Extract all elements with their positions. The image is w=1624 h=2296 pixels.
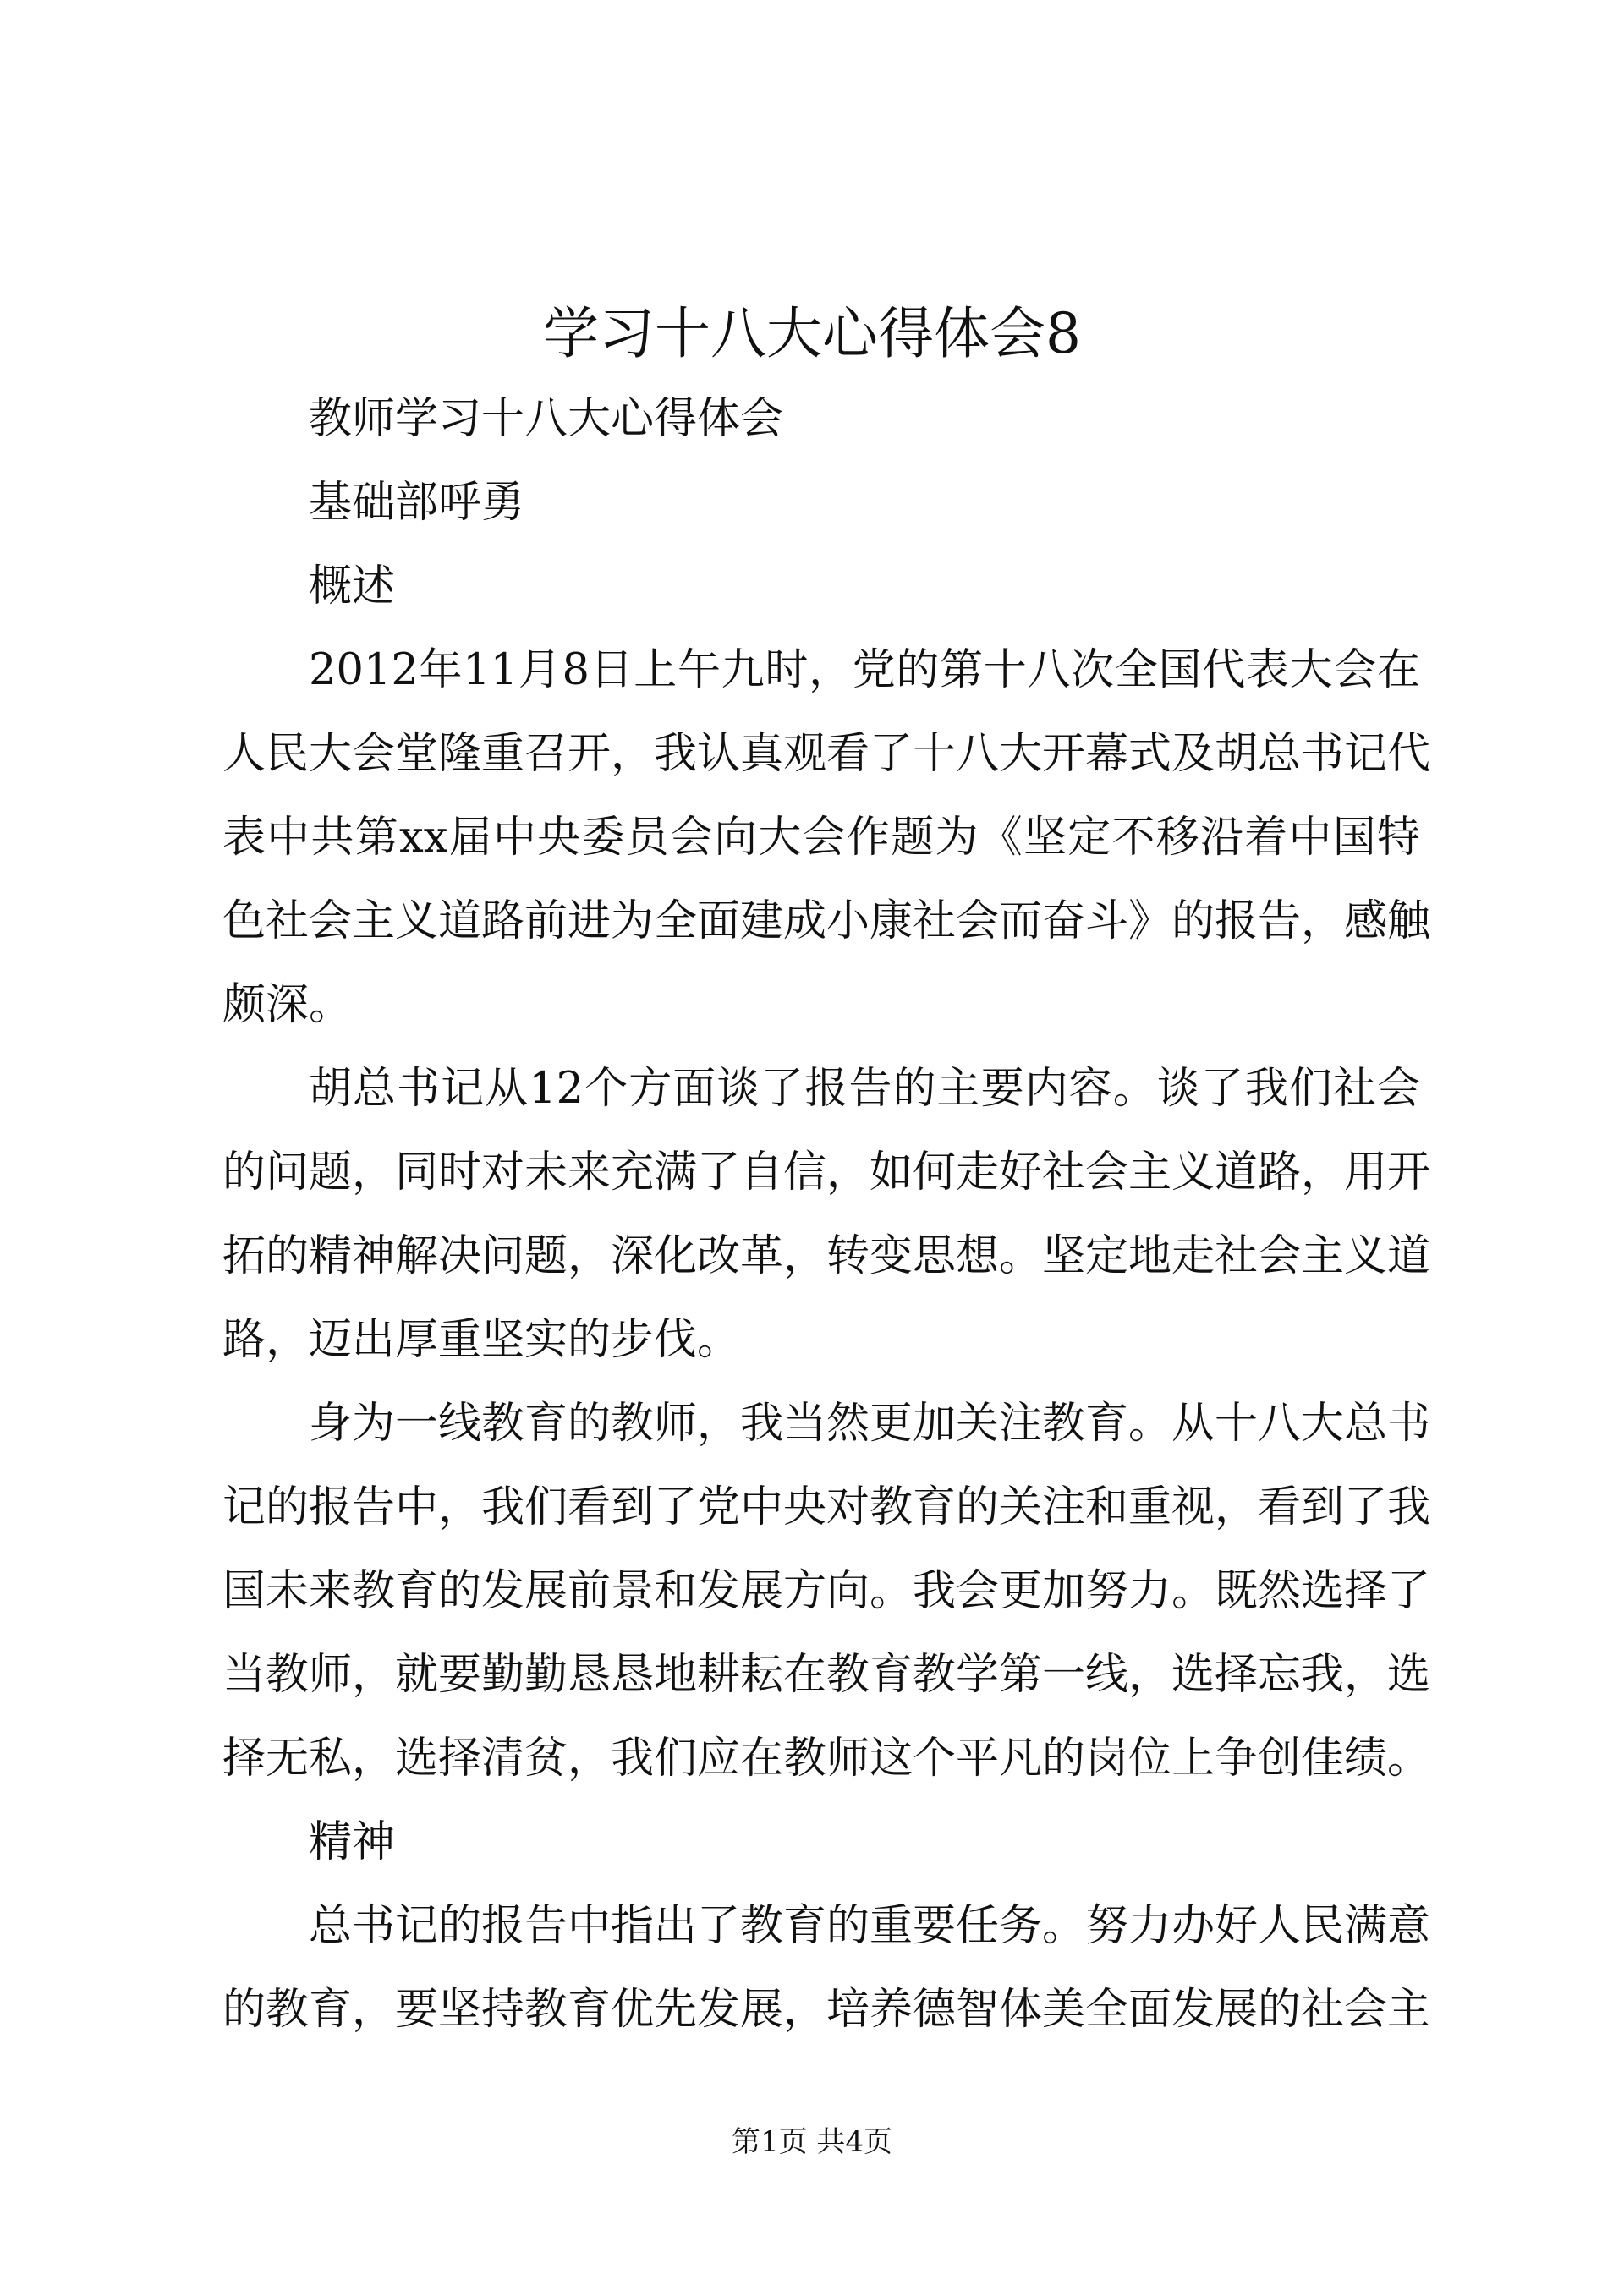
text-line: 总书记的报告中指出了教育的重要任务。努力办好人民满意: [309, 1901, 1431, 1951]
text-line: 人民大会堂隆重召开，我认真观看了十八大开幕式及胡总书记代: [222, 729, 1431, 779]
paragraph: [222, 1382, 1431, 1800]
document-body: [222, 377, 1431, 2052]
text-line: 色社会主义道路前进为全面建成小康社会而奋斗》的报告，感触: [222, 896, 1431, 946]
paragraph: [222, 1800, 1420, 1884]
paragraph: [222, 461, 1420, 545]
text-line: 记的报告中，我们看到了党中央对教育的关注和重视，看到了我: [222, 1482, 1431, 1532]
text-line: 基础部呼勇: [309, 478, 525, 528]
text-line: 当教师，就要勤勤恳恳地耕耘在教育教学第一线，选择忘我，选: [222, 1650, 1431, 1700]
paragraph: [222, 1884, 1431, 2052]
text-line: 择无私，选择清贫，我们应在教师这个平凡的岗位上争创佳绩。: [222, 1734, 1431, 1784]
paragraph: [222, 1047, 1431, 1382]
text-line: 胡总书记从12个方面谈了报告的主要内容。谈了我们社会: [309, 1064, 1420, 1114]
paragraph: [222, 377, 1420, 461]
text-line: 的教育，要坚持教育优先发展，培养德智体美全面发展的社会主: [222, 1985, 1431, 2035]
text-line: 2012年11月8日上午九时，党的第十八次全国代表大会在: [309, 645, 1420, 695]
page-footer: 第1页 共4页: [731, 2125, 893, 2159]
text-line: 的问题，同时对未来充满了自信，如何走好社会主义道路，用开: [222, 1148, 1431, 1197]
text-line: 表中共第xx届中央委员会向大会作题为《坚定不移沿着中国特: [222, 813, 1420, 863]
paragraph: [222, 545, 1420, 628]
text-line: 颇深。: [222, 980, 353, 1030]
paragraph: [222, 628, 1431, 1047]
document-title: 学习十八大心得体会8: [543, 301, 1081, 366]
text-line: 精神: [309, 1817, 396, 1867]
text-line: 概述: [309, 562, 396, 611]
text-line: 国未来教育的发展前景和发展方向。我会更加努力。既然选择了: [222, 1566, 1431, 1616]
text-line: 路，迈出厚重坚实的步伐。: [222, 1315, 741, 1365]
text-line: 身为一线教育的教师，我当然更加关注教育。从十八大总书: [309, 1399, 1431, 1449]
text-line: 教师学习十八大心得体会: [309, 394, 784, 444]
text-line: 拓的精神解决问题，深化改革，转变思想。坚定地走社会主义道: [222, 1231, 1431, 1281]
